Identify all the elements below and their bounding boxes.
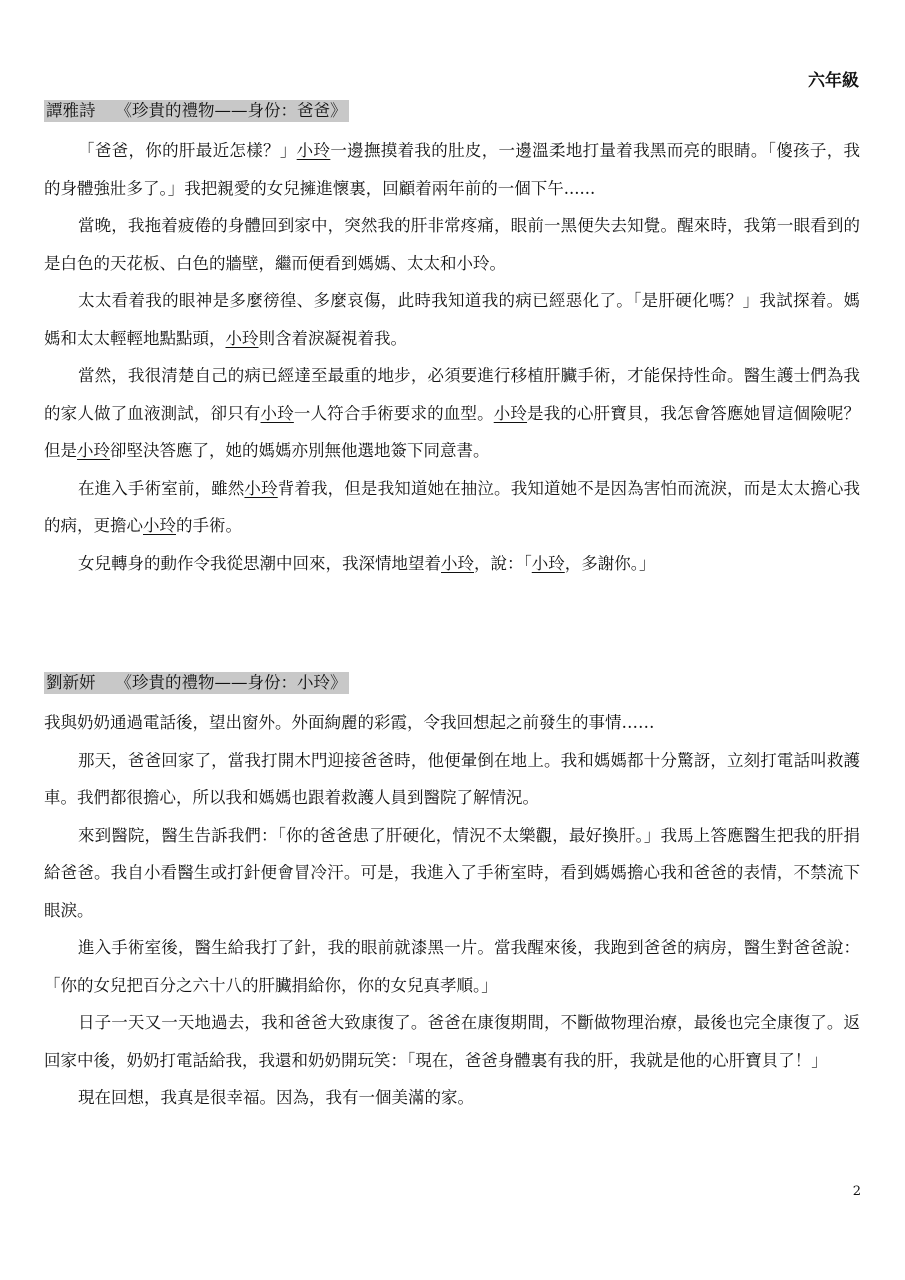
author-name: 譚雅詩 [46, 101, 96, 120]
paragraph [44, 132, 860, 207]
underlined-name: 小玲 [493, 403, 528, 423]
paragraph: 那天，爸爸回家了，當我打開木門迎接爸爸時，他便暈倒在地上。我和媽媽都十分驚訝，立刻打電話叫救護車。我們都很擔心，所以我和媽媽也跟着救護人員到醫院了解情況。 [44, 750, 860, 807]
paragraph: 來到醫院，醫生告訴我們：「你的爸爸患了肝硬化，情況不太樂觀，最好換肝。」我馬上答應醫生把我的肝捐給爸爸。我自小看醫生或打針便會冒冷汗。可是，我進入了手術室時，看到媽媽擔心我和爸爸的表情，不禁流下眼淚。 [44, 825, 860, 920]
essay-title: 《珍貴的禮物——身份：爸爸》 [115, 101, 347, 120]
text-run: 當然，我很清楚自己的病已經達至最重的地步，必須要進行移植肝臟手術，才能保持性命。醫生護士們為我的家人做了血液測試，卻只有 [44, 366, 860, 423]
text-run: 是我的心肝寶貝，我怎會答應她冒這個險呢？但是 [44, 403, 860, 460]
essay-father [44, 100, 860, 582]
paragraph [44, 545, 860, 583]
underlined-name: 小玲 [143, 516, 176, 535]
paragraph [44, 207, 860, 282]
paragraph [44, 357, 860, 470]
essay-heading [44, 672, 349, 694]
essay-body [44, 132, 860, 582]
text-run: 太太看着我的眼神是多麼徬徨、多麼哀傷，此時我知道我的病已經惡化了。「是肝硬化嗎？」我試探着。媽媽和太太輕輕地點點頭， [44, 291, 860, 348]
text-run: 在進入手術室前，雖然 [78, 478, 245, 498]
underlined-name: 小玲 [531, 553, 565, 573]
paragraph: 日子一天又一天地過去，我和爸爸大致康復了。爸爸在康復期間，不斷做物理治療，最後也完全康復了。返回家中後，奶奶打電話給我，我還和奶奶開玩笑：「現在，爸爸身體裏有我的肝，我就是他的心肝寶貝了！」 [44, 1013, 860, 1070]
paragraph: 進入手術室後，醫生給我打了針，我的眼前就漆黑一片。當我醒來後，我跑到爸爸的病房，醫生對爸爸說：「你的女兒把百分之六十八的肝臟捐給你，你的女兒真孝順。」 [44, 938, 860, 995]
underlined-name: 小玲 [244, 478, 278, 498]
grade-label: 六年級 [808, 71, 859, 91]
essay-heading [44, 100, 349, 122]
essay-daughter [44, 672, 860, 1117]
paragraph [44, 470, 860, 545]
text-run: 的手術。 [176, 516, 242, 535]
text-run: ，多謝你。」 [564, 553, 656, 573]
paragraph: 現在回想，我真是很幸福。因為，我有一個美滿的家。 [78, 1088, 474, 1107]
underlined-name: 小玲 [77, 441, 110, 460]
underlined-name: 小玲 [225, 328, 259, 348]
text-run: 一人符合手術要求的血型。 [293, 403, 494, 423]
text-run: 背着我，但是我知道她在抽泣。我知道她不是因為害怕而流淚，而是太太擔心我的病，更擔心 [44, 478, 861, 535]
essay-title: 《珍貴的禮物——身份：小玲》 [115, 673, 347, 692]
paragraph [44, 282, 860, 357]
underlined-name: 小玲 [296, 141, 331, 160]
underlined-name: 小玲 [260, 403, 294, 423]
text-run: 女兒轉身的動作令我從思潮中回來，我深情地望着 [78, 553, 441, 573]
essay-body [44, 704, 860, 1117]
text-run: 當晚，我拖着疲倦的身體回到家中，突然我的肝非常疼痛，眼前一黑便失去知覺。醒來時，我第一眼看到的是白色的天花板、白色的牆壁，繼而便看到媽媽、太太和小玲。 [44, 216, 860, 273]
text-run: ，說：「 [474, 553, 532, 573]
paragraph: 我與奶奶通過電話後，望出窗外。外面絢麗的彩霞，令我回想起之前發生的事情…… [44, 713, 655, 732]
underlined-name: 小玲 [441, 553, 474, 573]
text-run: 則含着淚凝視着我。 [258, 328, 407, 348]
text-run: 卻堅決答應了，她的媽媽亦別無他選地簽下同意書。 [110, 441, 490, 460]
text-run: 「爸爸，你的肝最近怎樣？」 [78, 141, 297, 160]
text-run: 一邊撫摸着我的肚皮，一邊溫柔地打量着我黑而亮的眼睛。「傻孩子，我的身體強壯多了。」我把親愛的女兒擁進懷裏，回顧着兩年前的一個下午...... [44, 141, 861, 198]
author-name: 劉新妍 [46, 673, 96, 692]
page-number: 2 [852, 1184, 861, 1199]
